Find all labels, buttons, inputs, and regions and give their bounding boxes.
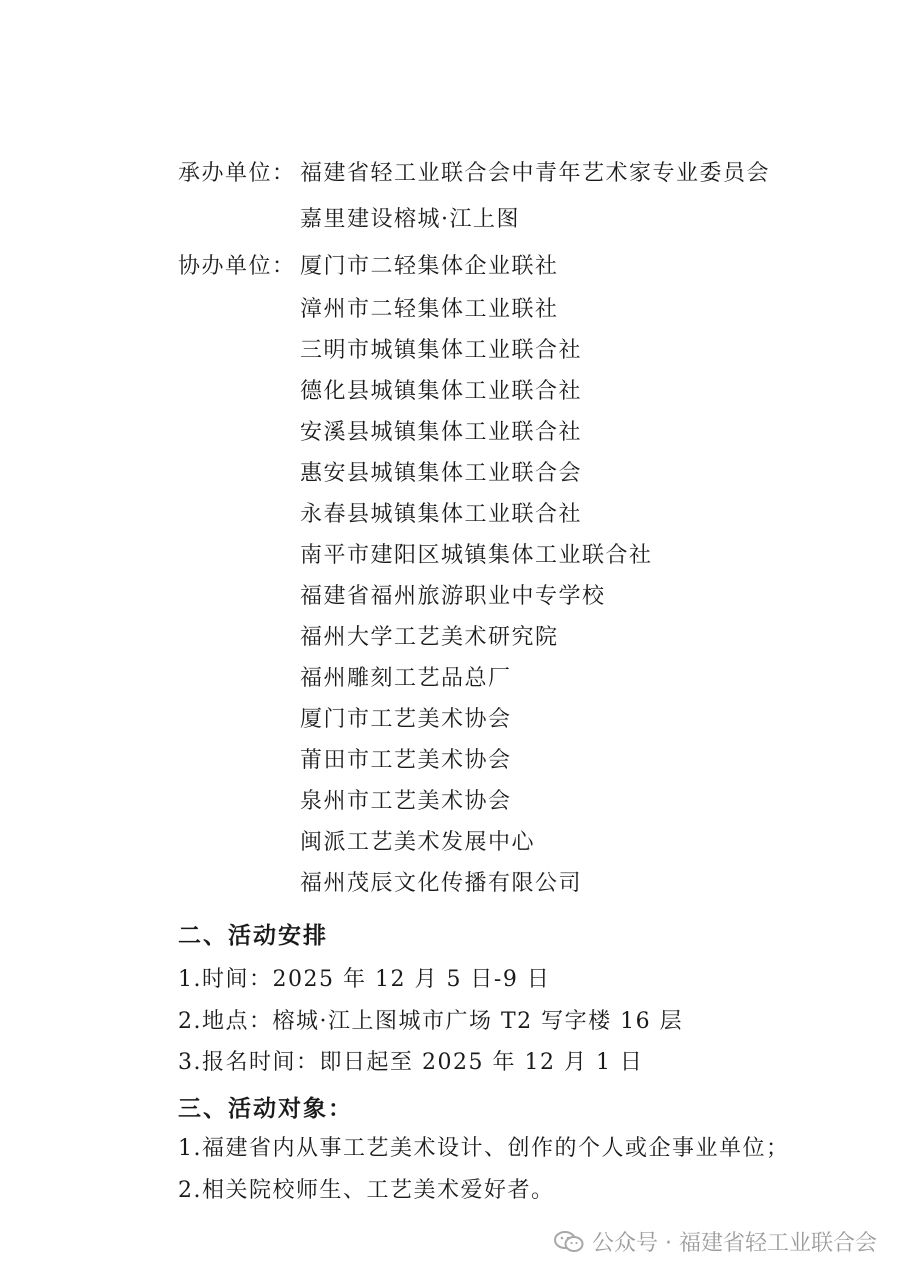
audience-item: 2.相关院校师生、工艺美术爱好者。 xyxy=(178,1178,555,1203)
co-organizer-item: 三明市城镇集体工业联合社 xyxy=(300,338,583,363)
co-organizer-item: 莆田市工艺美术协会 xyxy=(300,748,512,773)
organizer-item: 福建省轻工业联合会中青年艺术家专业委员会 xyxy=(300,161,771,186)
co-organizer-item: 福州茂辰文化传播有限公司 xyxy=(300,871,583,896)
co-organizer-item: 漳州市二轻集体工业联社 xyxy=(300,297,559,322)
schedule-item: 3.报名时间：即日起至 2025 年 12 月 1 日 xyxy=(178,1050,644,1075)
co-organizer-item: 福建省福州旅游职业中专学校 xyxy=(300,584,606,609)
organizer-item: 嘉里建设榕城·江上图 xyxy=(300,207,520,232)
wechat-watermark xyxy=(554,1226,877,1257)
co-organizer-label: 协办单位： xyxy=(178,254,296,279)
co-organizer-item: 福州大学工艺美术研究院 xyxy=(300,625,559,650)
co-organizer-item: 厦门市工艺美术协会 xyxy=(300,707,512,732)
co-organizer-item: 南平市建阳区城镇集体工业联合社 xyxy=(300,543,653,568)
co-organizer-item: 闽派工艺美术发展中心 xyxy=(300,830,536,855)
co-organizer-item: 德化县城镇集体工业联合社 xyxy=(300,379,583,404)
organizer-label: 承办单位： xyxy=(178,161,296,186)
section-heading-audience: 三、活动对象： xyxy=(178,1096,353,1122)
co-organizer-item: 安溪县城镇集体工业联合社 xyxy=(300,420,583,445)
audience-item: 1.福建省内从事工艺美术设计、创作的个人或企事业单位； xyxy=(178,1136,790,1161)
co-organizer-item: 惠安县城镇集体工业联合会 xyxy=(300,461,583,486)
co-organizer-item: 泉州市工艺美术协会 xyxy=(300,789,512,814)
schedule-item: 2.地点：榕城·江上图城市广场 T2 写字楼 16 层 xyxy=(178,1009,684,1034)
schedule-item: 1.时间：2025 年 12 月 5 日-9 日 xyxy=(178,967,551,992)
watermark-text: 公众号 · 福建省轻工业联合会 xyxy=(592,1231,877,1256)
co-organizer-item: 福州雕刻工艺品总厂 xyxy=(300,666,512,691)
co-organizer-item: 厦门市二轻集体企业联社 xyxy=(300,254,559,279)
co-organizer-item: 永春县城镇集体工业联合社 xyxy=(300,502,583,527)
section-heading-schedule: 二、活动安排 xyxy=(178,923,328,949)
wechat-official-account-icon xyxy=(554,1230,584,1254)
